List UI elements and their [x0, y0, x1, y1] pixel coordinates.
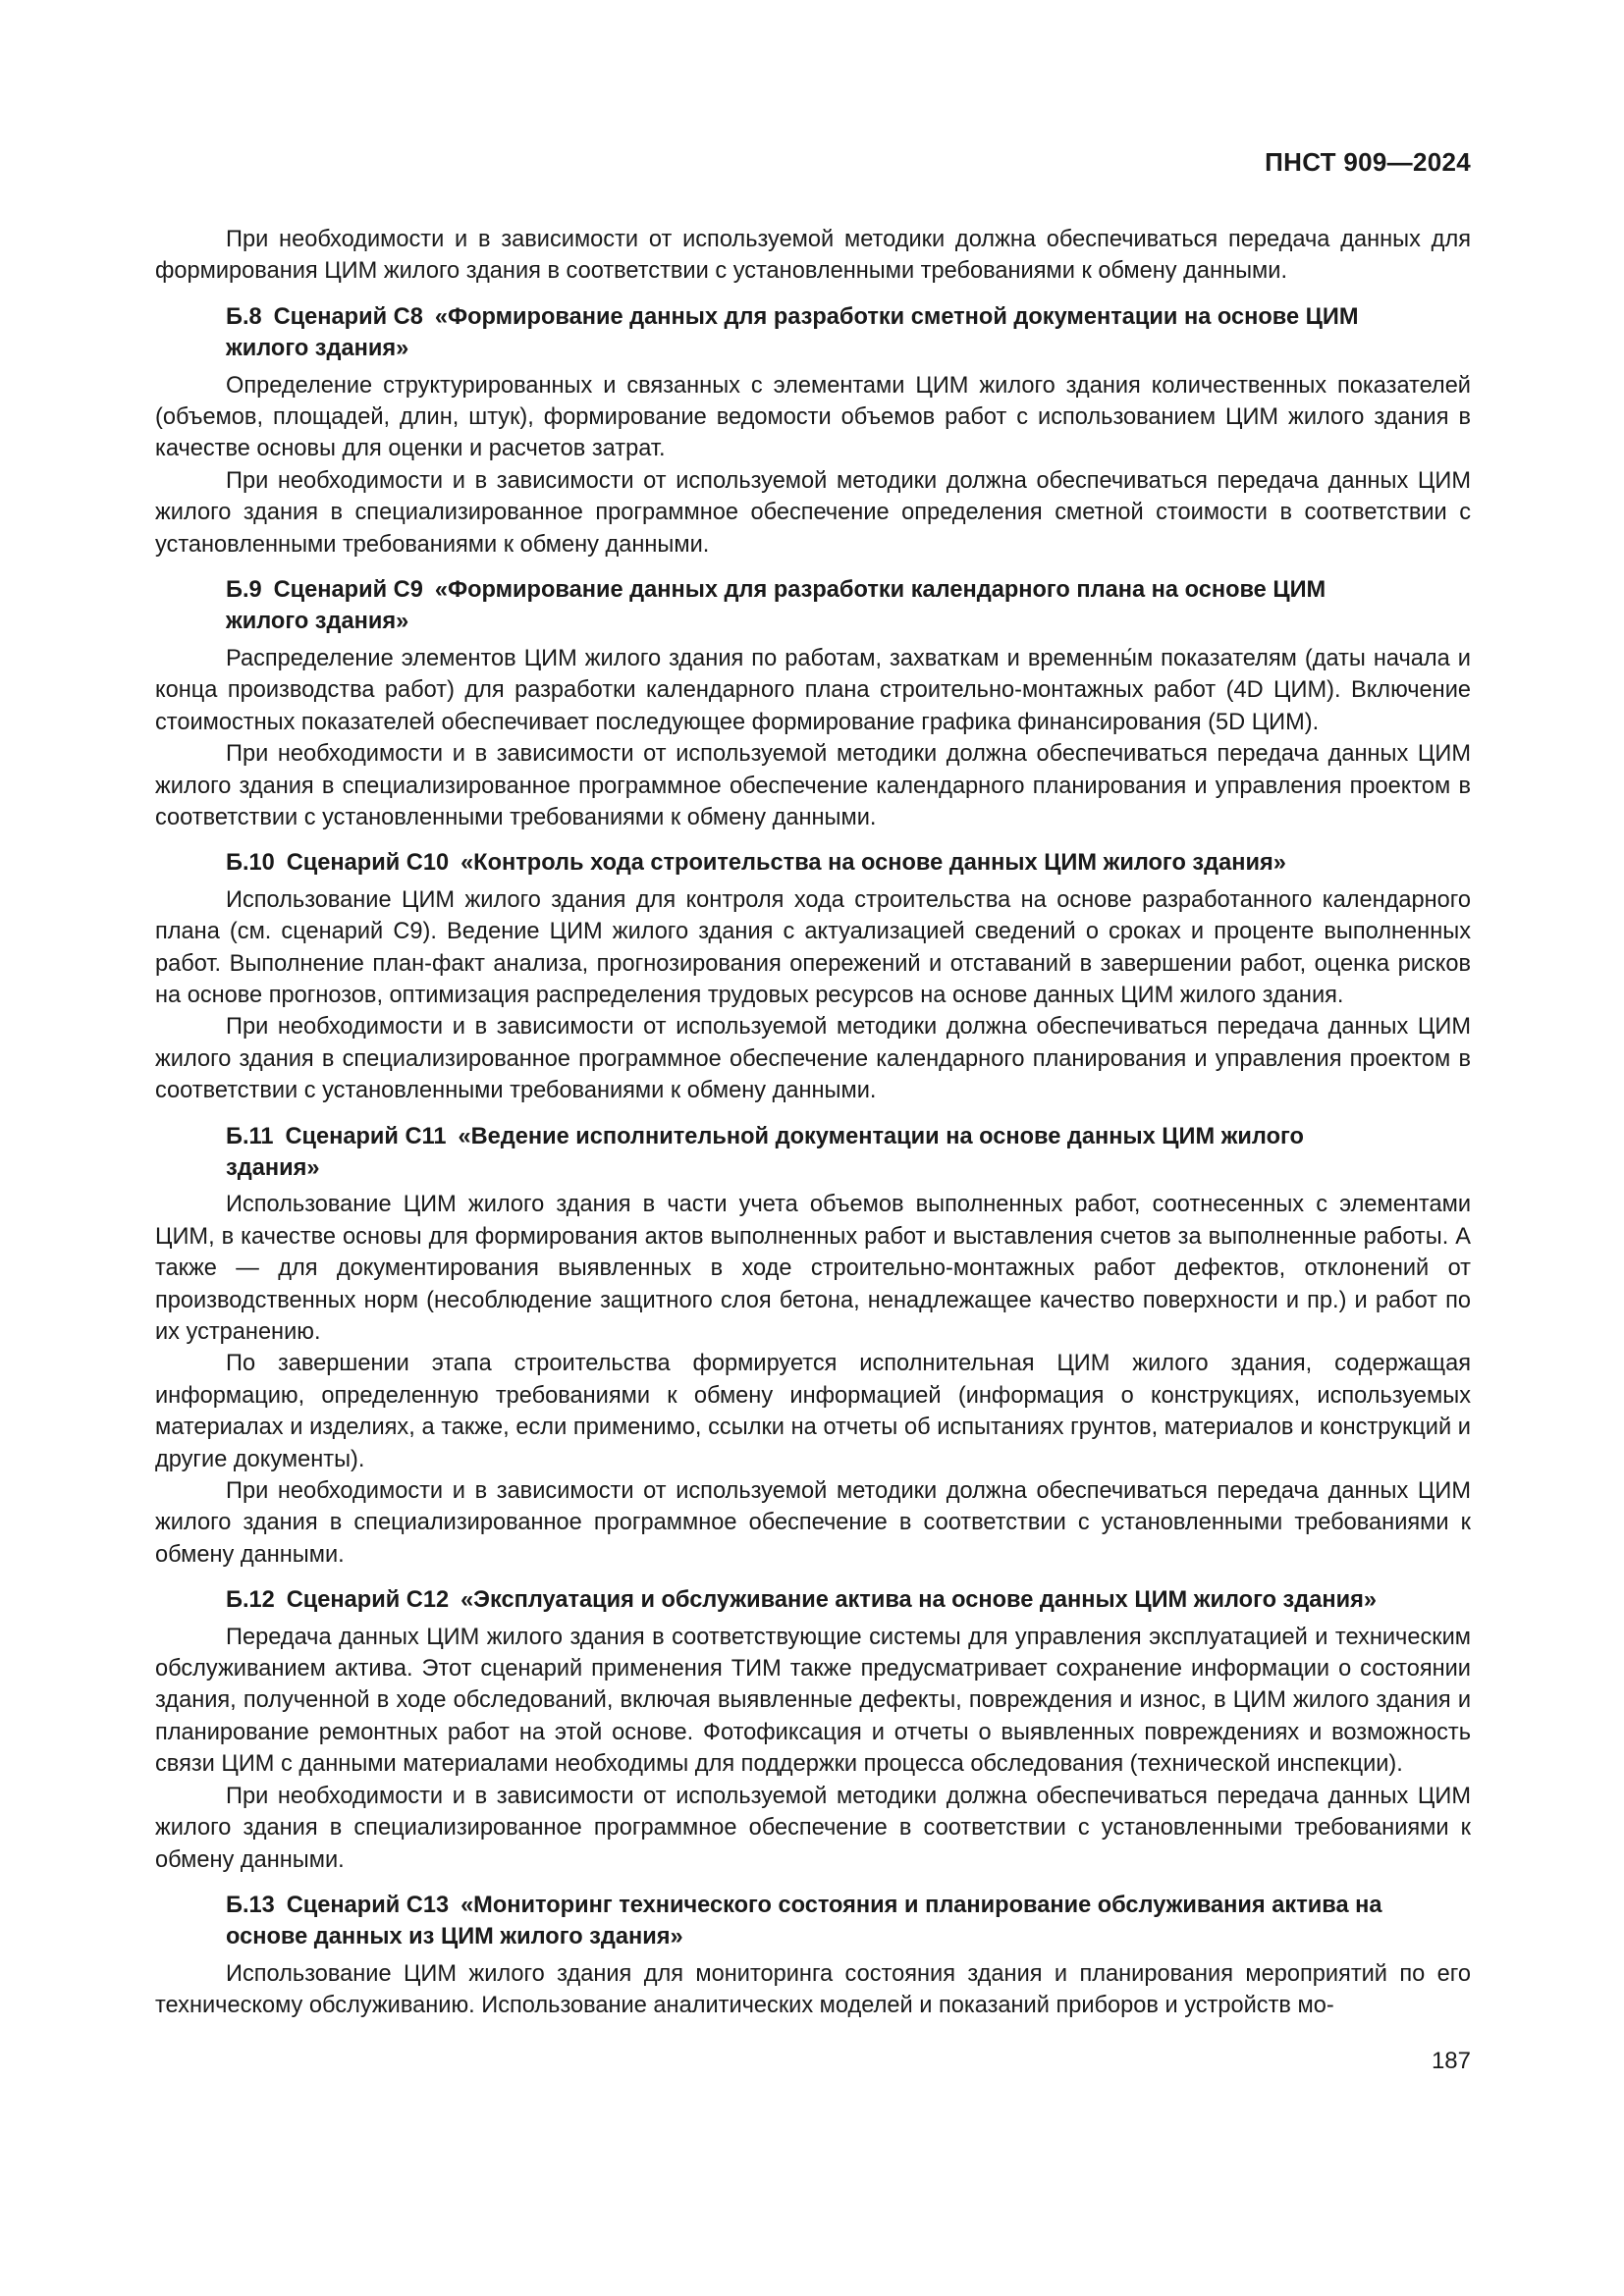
scenario-label: Сценарий С10 — [286, 850, 450, 877]
section-number: Б.8 — [226, 303, 262, 330]
scenario-label: Сценарий С13 — [286, 1892, 450, 1918]
section-title: «Мониторинг технического состояния и планирование обслуживания актива на основе данных из ЦИМ жилого здания» — [226, 1892, 1382, 1950]
section-title: «Формирование данных для разработки календарного плана на основе ЦИМ жилого здания» — [226, 577, 1326, 635]
section-paragraph: Определение структурированных и связанных с элементами ЦИМ жилого здания количественных показателей (объемов, площадей, длин, штук), формирование ведомости объемов работ с использованием ЦИМ жилого здания в качестве основы для оценки и расчетов затрат. — [155, 372, 1471, 462]
section-paragraph: Использование ЦИМ жилого здания для контроля хода строительства на основе разработанного календарного плана (см. сценарий С9). Ведение ЦИМ жилого здания с актуализацией сведений о сроках и проценте выполненных работ. Выполнение план-факт анализа, прогнозирования опережений и отставаний в завершении работ, оценка рисков на основе прогнозов, оптимизация распределения трудовых ресурсов на основе данных ЦИМ жилого здания. — [155, 886, 1471, 1008]
scenario-label: Сценарий С12 — [286, 1587, 450, 1614]
section-title: «Контроль хода строительства на основе данных ЦИМ жилого здания» — [460, 850, 1286, 877]
document-page — [155, 0, 1471, 2296]
document-code: ПНСТ 909—2024 — [1265, 147, 1471, 177]
section-title: «Формирование данных для разработки сметной документации на основе ЦИМ жилого здания» — [226, 303, 1359, 362]
scenario-label: Сценарий С11 — [285, 1123, 447, 1149]
section-paragraph: При необходимости и в зависимости от используемой методики должна обеспечиваться передача данных ЦИМ жилого здания в специализированное программное обеспечение календарного планирования и управления проектом в соответствии с установленными требованиями к обмену данными. — [155, 741, 1471, 830]
section-paragraph: При необходимости и в зависимости от используемой методики должна обеспечиваться передача данных ЦИМ жилого здания в специализированное программное обеспечение в соответствии с установленными требованиями к обмену данными. — [155, 1783, 1471, 1873]
section-heading-b12 — [155, 1584, 1471, 1616]
section-heading-b13 — [155, 1890, 1471, 1953]
section-number: Б.13 — [226, 1892, 275, 1918]
page-number: 187 — [1431, 2048, 1471, 2074]
section-number: Б.10 — [226, 850, 275, 877]
section-number: Б.11 — [226, 1123, 274, 1149]
section-heading-b8 — [155, 301, 1471, 365]
scenario-label: Сценарий С9 — [273, 577, 423, 604]
section-heading-b11 — [155, 1121, 1471, 1185]
section-paragraph: При необходимости и в зависимости от используемой методики должна обеспечиваться передача данных ЦИМ жилого здания в специализированное программное обеспечение в соответствии с установленными требованиями к обмену данными. — [155, 1478, 1471, 1568]
section-paragraph: Передача данных ЦИМ жилого здания в соответствующие системы для управления эксплуатацией и техническим обслуживанием актива. Этот сценарий применения ТИМ также предусматривает сохранение информации о состоянии здания, полученной в ходе обследований, включая выявленные дефекты, повреждения и износ, в ЦИМ жилого здания и планирование ремонтных работ на этой основе. Фотофиксация и отчеты о выявленных повреждениях и возможность связи ЦИМ с данными материалами необходимы для поддержки процесса обследования (технической инспекции). — [155, 1624, 1471, 1778]
section-paragraph: По завершении этапа строительства формируется исполнительная ЦИМ жилого здания, содержащая информацию, определенную требованиями к обмену информацией (информация о конструкциях, используемых материалах и изделиях, а также, если применимо, ссылки на отчеты об испытаниях грунтов, материалов и конструкций и другие документы). — [155, 1351, 1471, 1472]
document-body — [155, 224, 1471, 2022]
section-paragraph: При необходимости и в зависимости от используемой методики должна обеспечиваться передача данных ЦИМ жилого здания в специализированное программное обеспечение определения сметной стоимости в соответствии с установленными требованиями к обмену данными. — [155, 467, 1471, 558]
section-number: Б.9 — [226, 577, 262, 604]
section-heading-b10 — [155, 847, 1471, 879]
section-paragraph: При необходимости и в зависимости от используемой методики должна обеспечиваться передача данных ЦИМ жилого здания в специализированное программное обеспечение календарного планирования и управления проектом в соответствии с установленными требованиями к обмену данными. — [155, 1014, 1471, 1104]
scenario-label: Сценарий С8 — [273, 303, 423, 330]
section-paragraph: Использование ЦИМ жилого здания для мониторинга состояния здания и планирования мероприятий по его техническому обслуживанию. Использование аналитических моделей и показаний приборов и устройств мо- — [155, 1960, 1471, 2019]
intro-paragraph: При необходимости и в зависимости от используемой методики должна обеспечиваться передача данных для формирования ЦИМ жилого здания в соответствии с установленными требованиями к обмену данными. — [155, 227, 1471, 285]
section-number: Б.12 — [226, 1587, 275, 1614]
section-paragraph: Распределение элементов ЦИМ жилого здания по работам, захваткам и временны́м показателям (даты начала и конца производства работ) для разработки календарного плана строительно-монтажных работ (4D ЦИМ). Включение стоимостных показателей обеспечивает последующее формирование графика финансирования (5D ЦИМ). — [155, 645, 1471, 735]
section-paragraph: Использование ЦИМ жилого здания в части учета объемов выполненных работ, соотнесенных с элементами ЦИМ, в качестве основы для формирования актов выполненных работ и выставления счетов за выполненные работы. А также — для документирования выявленных в ходе строительно-монтажных работ дефектов, отклонений от производственных норм (несоблюдение защитного слоя бетона, ненадлежащее качество поверхности и пр.) и работ по их устранению. — [155, 1192, 1471, 1345]
section-heading-b9 — [155, 574, 1471, 638]
section-title: «Ведение исполнительной документации на основе данных ЦИМ жилого здания» — [226, 1123, 1304, 1181]
section-title: «Эксплуатация и обслуживание актива на основе данных ЦИМ жилого здания» — [460, 1587, 1378, 1614]
